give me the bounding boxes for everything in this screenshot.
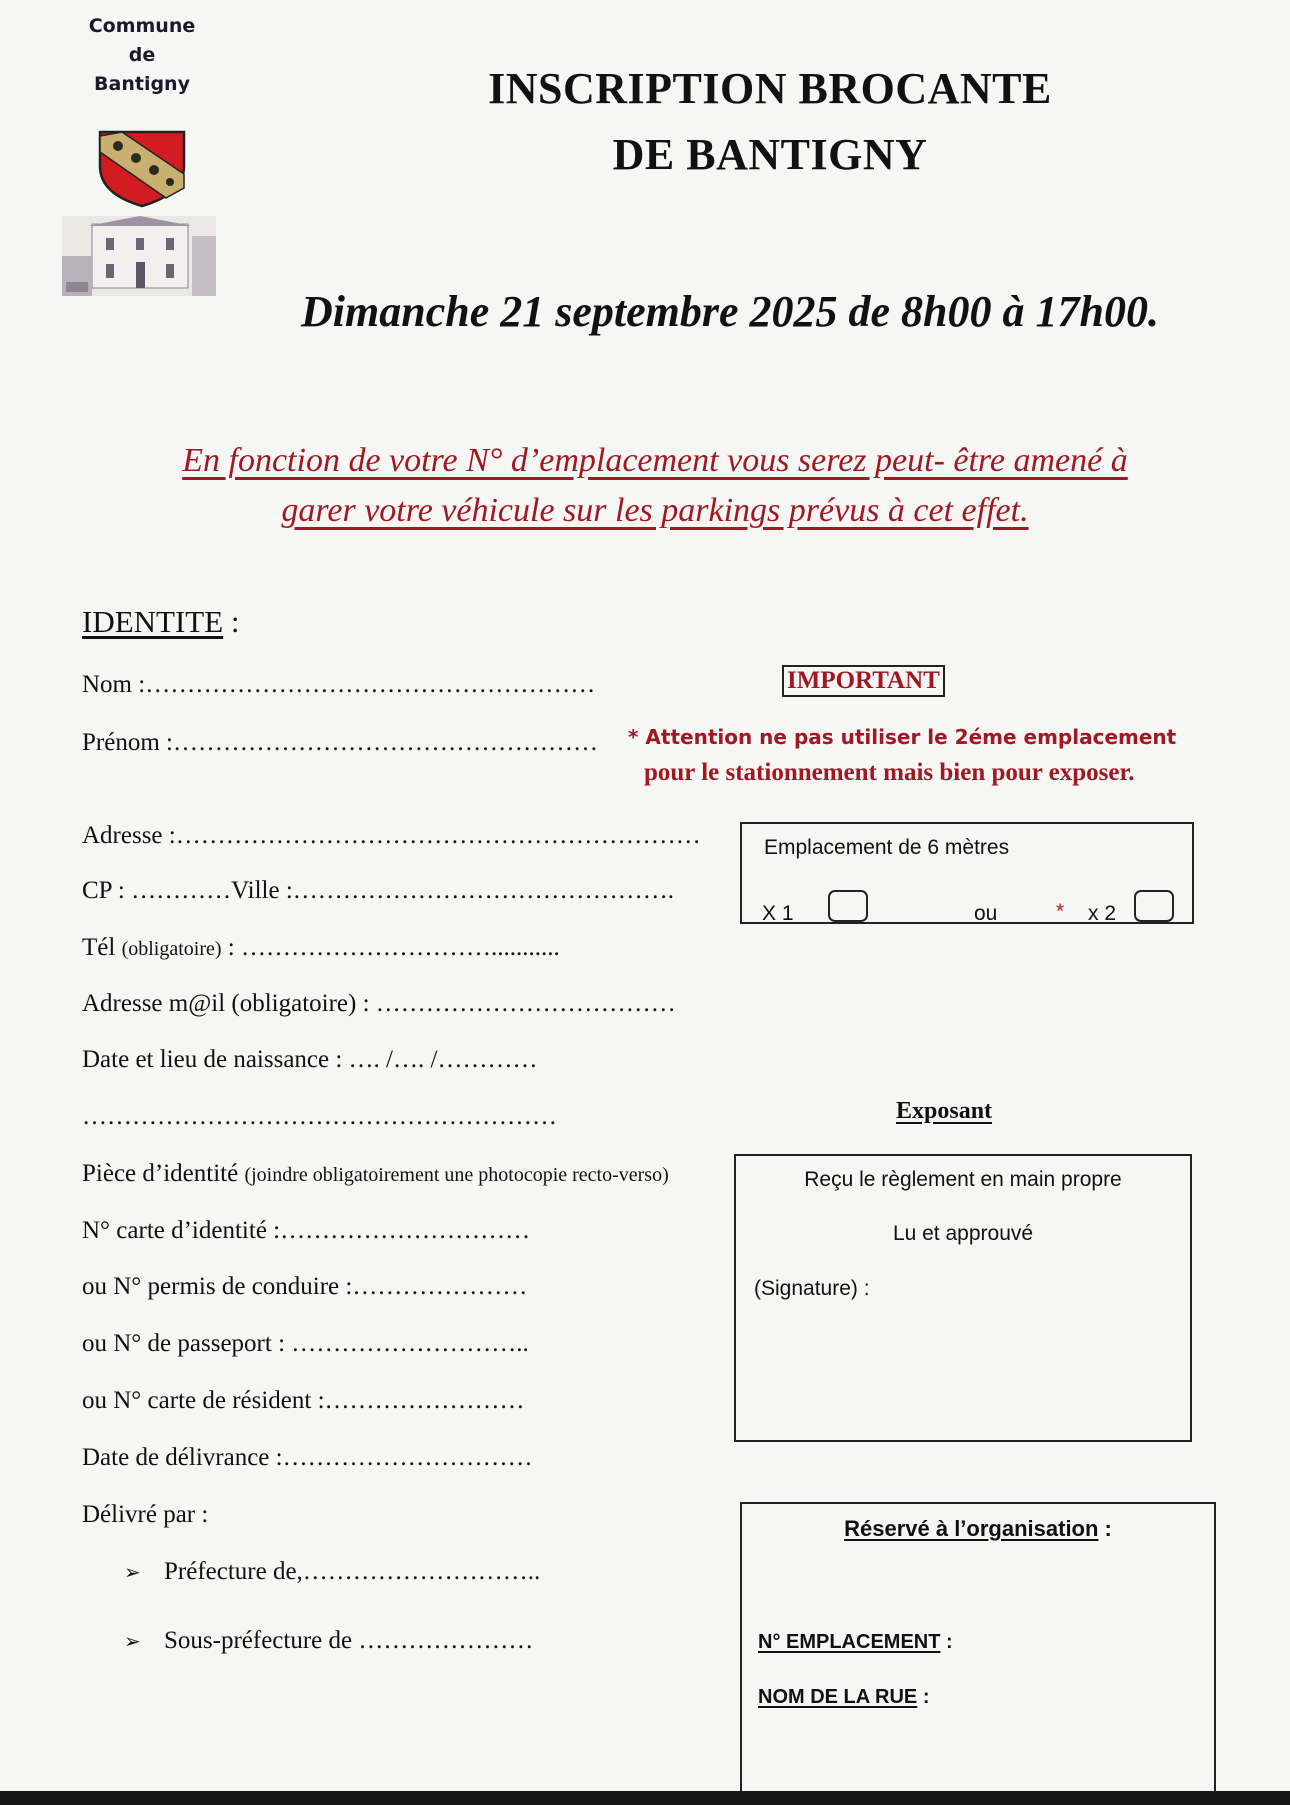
- delivre-par-label: Délivré par :: [82, 1501, 209, 1528]
- piece-identite-note: (joindre obligatoirement une photocopie recto-verso): [244, 1164, 669, 1186]
- nom-field[interactable]: Nom :………………………………………………: [82, 671, 596, 698]
- rue-label: NOM DE LA RUE: [758, 1686, 918, 1708]
- carte-resident-field[interactable]: ou N° carte de résident :……………………: [82, 1387, 525, 1414]
- rue-field[interactable]: [758, 1686, 929, 1709]
- emplacement-number-label: N° EMPLACEMENT: [758, 1631, 941, 1653]
- coat-of-arms-icon: [96, 128, 188, 208]
- identite-heading: [82, 604, 240, 640]
- x2-checkbox[interactable]: [1134, 890, 1174, 922]
- emplacement-title: Emplacement de 6 mètres: [764, 836, 1010, 859]
- prefecture-label: Préfecture de,………………………..: [164, 1558, 541, 1585]
- email-field[interactable]: Adresse m@il (obligatoire) : ………………………………: [82, 990, 676, 1017]
- parking-notice: [70, 436, 1240, 536]
- identite-heading-text: IDENTITE: [82, 604, 224, 639]
- asterisk-mark: *: [1056, 900, 1065, 923]
- arrow-bullet-icon: ➢: [124, 1560, 141, 1584]
- tel-label: Tél: [82, 934, 122, 961]
- page-title: [380, 56, 1160, 188]
- commune-line: Bantigny: [94, 73, 190, 95]
- x1-label: X 1: [762, 902, 794, 925]
- organisation-box: [740, 1502, 1216, 1804]
- naissance-field[interactable]: Date et lieu de naissance : …. /…. /…………: [82, 1046, 538, 1073]
- organisation-heading-text: Réservé à l’organisation: [844, 1516, 1099, 1541]
- town-hall-photo: [62, 216, 216, 296]
- prefecture-field[interactable]: [124, 1558, 540, 1586]
- notice-line: garer votre véhicule sur les parkings prévus à cet effet.: [281, 492, 1029, 529]
- piece-identite-label: [82, 1160, 669, 1188]
- commune-line: de: [128, 44, 156, 66]
- tel-dots: : …………………………...........: [221, 934, 560, 961]
- title-line: INSCRIPTION BROCANTE: [488, 64, 1052, 113]
- piece-identite-text: Pièce d’identité: [82, 1160, 245, 1187]
- permis-field[interactable]: ou N° permis de conduire :…………………: [82, 1273, 528, 1300]
- important-badge: IMPORTANT: [782, 665, 945, 697]
- rue-suffix: :: [917, 1686, 930, 1708]
- arrow-bullet-icon: ➢: [124, 1629, 141, 1653]
- signature-field[interactable]: (Signature) :: [754, 1277, 870, 1300]
- tel-required-note: (obligatoire): [121, 938, 222, 960]
- emplacement-box: [740, 822, 1194, 924]
- ou-label: ou: [974, 902, 998, 925]
- naissance-lieu-field[interactable]: …………………………………………………: [82, 1103, 557, 1130]
- attention-line-1: * Attention ne pas utiliser le 2éme emplacement: [628, 725, 1177, 749]
- lu-approuve-text: Lu et approuvé: [892, 1222, 1034, 1245]
- adresse-field[interactable]: Adresse :………………………………………………………: [82, 822, 701, 849]
- emplacement-number-suffix: :: [940, 1631, 953, 1653]
- prenom-field[interactable]: Prénom :……………………………………………: [82, 729, 598, 756]
- identite-heading-suffix: :: [223, 604, 240, 639]
- commune-line: Commune: [88, 15, 196, 37]
- carte-identite-field[interactable]: N° carte d’identité :…………………………: [82, 1217, 531, 1244]
- passeport-field[interactable]: ou N° de passeport : ………………………..: [82, 1330, 529, 1357]
- exposant-box: [734, 1154, 1192, 1442]
- attention-line-2: pour le stationnement mais bien pour exposer.: [644, 759, 1135, 786]
- tel-field[interactable]: [82, 934, 560, 962]
- organisation-heading-suffix: :: [1098, 1516, 1112, 1541]
- notice-line: En fonction de votre N° d’emplacement vous serez peut- être amené à: [182, 442, 1128, 479]
- sous-prefecture-label: Sous-préfecture de …………………: [164, 1627, 534, 1654]
- title-line: DE BANTIGNY: [612, 130, 928, 179]
- reglement-text: Reçu le règlement en main propre: [804, 1168, 1122, 1191]
- event-date: Dimanche 21 septembre 2025 de 8h00 à 17h00.: [301, 287, 1159, 336]
- bottom-edge: [0, 1791, 1290, 1805]
- date-delivrance-field[interactable]: Date de délivrance :…………………………: [82, 1444, 533, 1471]
- sous-prefecture-field[interactable]: [124, 1627, 533, 1655]
- x1-checkbox[interactable]: [828, 890, 868, 922]
- cp-ville-field[interactable]: CP : …………Ville :……………………………………….: [82, 877, 675, 904]
- emplacement-number-field[interactable]: [758, 1631, 953, 1654]
- x2-label: x 2: [1088, 902, 1117, 925]
- exposant-heading: Exposant: [896, 1098, 993, 1124]
- commune-name: [88, 12, 196, 99]
- organisation-heading: [742, 1516, 1214, 1542]
